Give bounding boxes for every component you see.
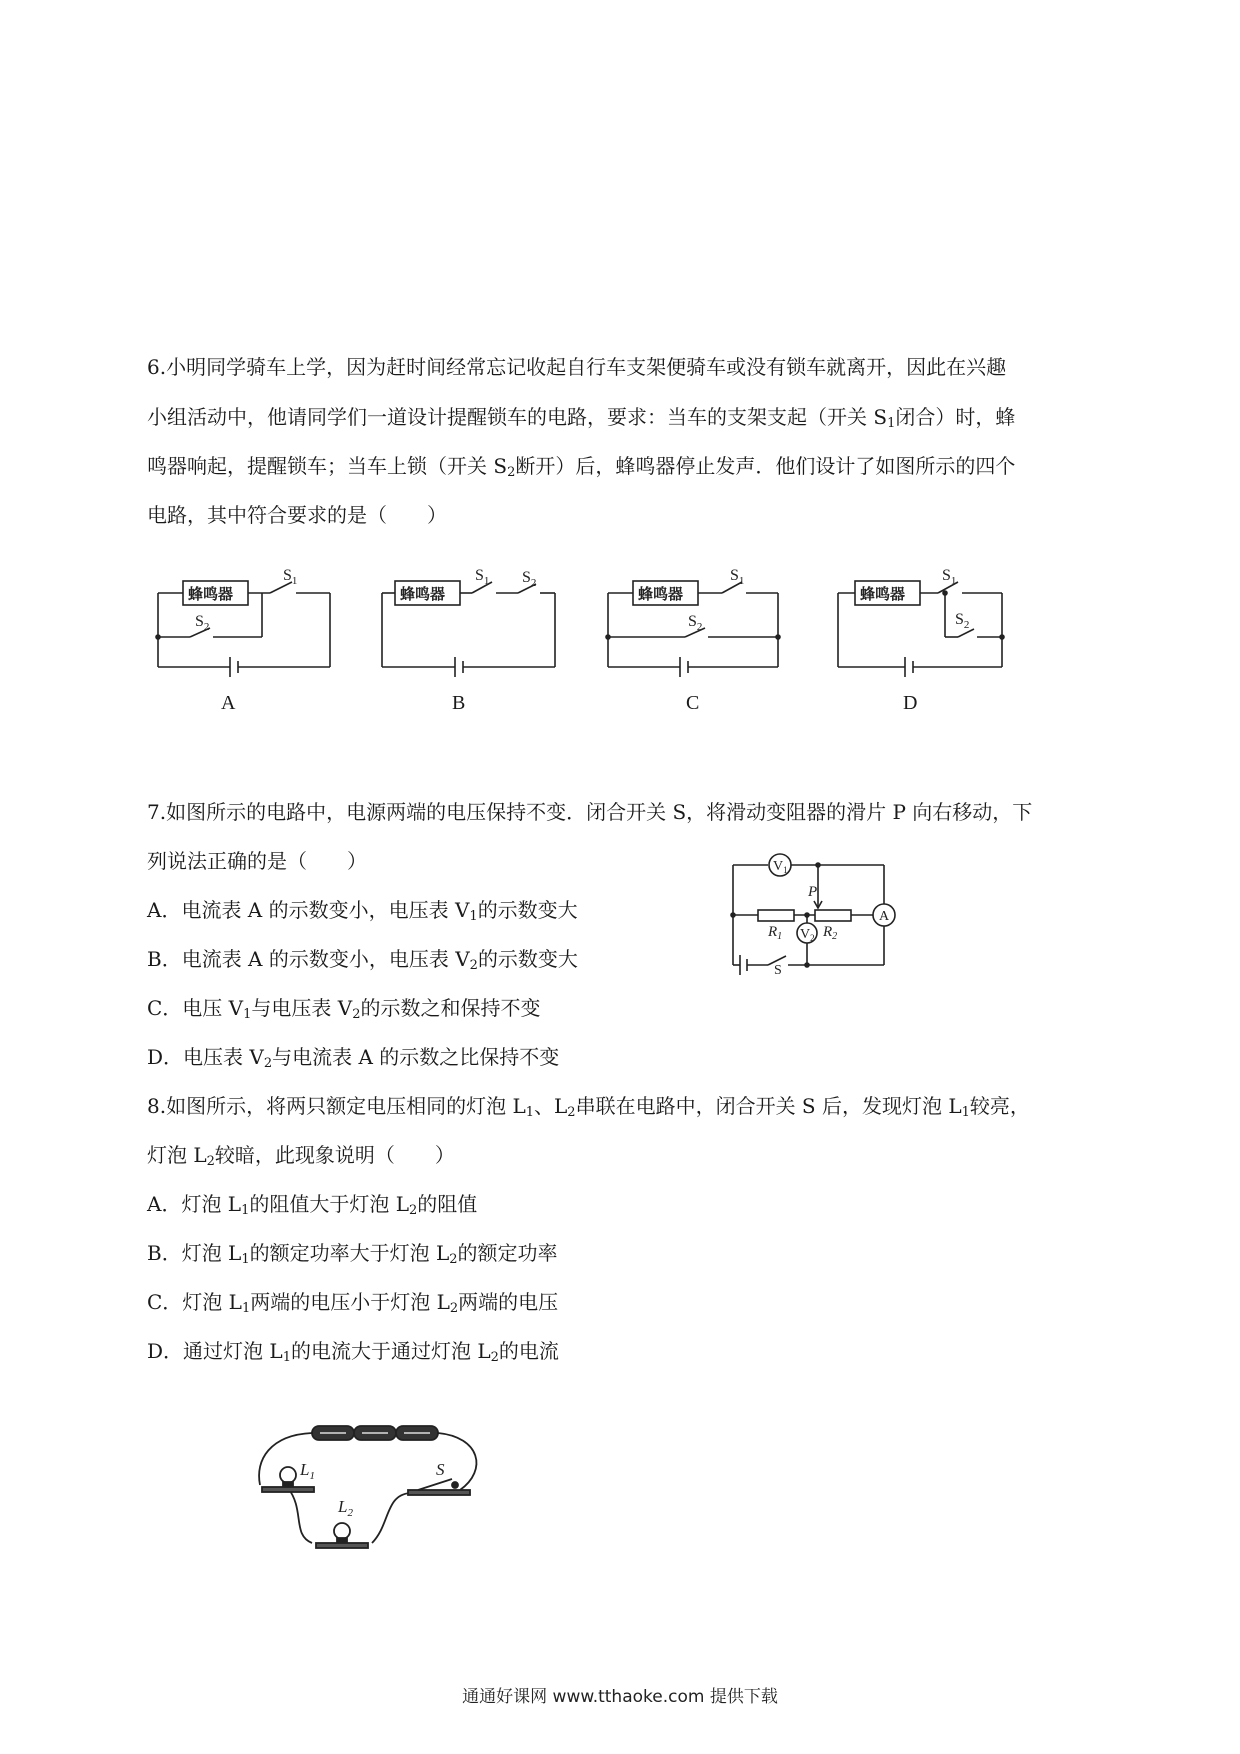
q7-option-c: C．电压 $V_1$与电压表 $V_2$的示数之和保持不变 — [147, 996, 541, 1022]
q6-circuit-a — [156, 567, 330, 677]
q6-line-2: 小组活动中，他请同学们一道设计提醒锁车的电路，要求：当车的支架支起（开关 $S_1$闭合）时，蜂 — [147, 405, 1016, 431]
svg-text:S1: $S_1$ — [283, 567, 298, 587]
buzzer-label: 蜂鸣器 — [188, 585, 234, 603]
svg-text:S1: $S_1$ — [730, 567, 745, 587]
q6-line-1: 6.小明同学骑车上学，因为赶时间经常忘记收起自行车支架便骑车或没有锁车就离开，因此在兴趣 — [147, 355, 1007, 379]
footer-text: 通通好课网 www.tthaoke.com 提供下载 — [462, 1687, 778, 1707]
q8-circuit-diagram — [250, 1415, 510, 1565]
svg-text:A: A — [879, 909, 890, 924]
svg-text:V2: $V_2$ — [800, 927, 815, 943]
svg-text:S1: $S_1$ — [475, 567, 490, 587]
q6-circuit-c — [606, 567, 780, 677]
q6-label-c: C — [686, 692, 700, 714]
svg-text:S2: $S_2$ — [522, 569, 537, 589]
q6-line-4: 电路，其中符合要求的是（ ） — [147, 503, 447, 527]
q6-label-a: A — [221, 692, 236, 714]
svg-text:S1: $S_1$ — [942, 567, 957, 587]
svg-text:L2: $L_2$ — [338, 1497, 353, 1519]
svg-text:R1: $R_1$ — [768, 924, 783, 942]
buzzer-label: 蜂鸣器 — [400, 585, 446, 603]
q6-circuit-diagrams — [0, 560, 1240, 720]
q6-circuit-b — [382, 567, 555, 677]
q8-line-2: 灯泡 $L_2$较暗，此现象说明（ ） — [147, 1143, 455, 1169]
svg-text:L1: $L_1$ — [300, 1460, 315, 1482]
q6-line-3: 鸣器响起，提醒锁车；当车上锁（开关 $S_2$断开）后，蜂鸣器停止发声．他们设计了如图所示的四个 — [147, 454, 1016, 480]
svg-text:P: P — [808, 884, 818, 900]
buzzer-label: 蜂鸣器 — [860, 585, 906, 603]
svg-text:V1: $V_1$ — [773, 859, 788, 875]
q8-option-c: C．灯泡 $L_1$两端的电压小于灯泡 $L_2$两端的电压 — [147, 1290, 559, 1316]
svg-text:S: S — [436, 1460, 445, 1479]
q8-option-a: A．灯泡 $L_1$的阻值大于灯泡 $L_2$的阻值 — [147, 1192, 478, 1218]
q7-option-a: A．电流表 A 的示数变小，电压表 $V_1$的示数变大 — [147, 898, 578, 924]
q7-circuit-diagram — [720, 838, 920, 978]
svg-text:S2: $S_2$ — [955, 611, 970, 631]
q7-line-1: 7.如图所示的电路中，电源两端的电压保持不变．闭合开关 S，将滑动变阻器的滑片 P 向右移动，下 — [147, 800, 1033, 824]
svg-text:R2: $R_2$ — [823, 924, 838, 942]
q6-label-d: D — [903, 692, 918, 714]
q8-line-1: 8.如图所示，将两只额定电压相同的灯泡 $L_1$、$L_2$串联在电路中，闭合开关 S 后，发现灯泡 $L_1$较亮， — [147, 1094, 1030, 1120]
q7-option-b: B．电流表 A 的示数变小，电压表 $V_2$的示数变大 — [147, 947, 578, 973]
q6-label-b: B — [452, 692, 466, 714]
q7-line-2: 列说法正确的是（ ） — [147, 849, 367, 873]
svg-text:S2: $S_2$ — [195, 613, 210, 633]
q7-option-d: D．电压表 $V_2$与电流表 A 的示数之比保持不变 — [147, 1045, 560, 1071]
svg-text:S: S — [774, 963, 782, 978]
buzzer-label: 蜂鸣器 — [638, 585, 684, 603]
q6-circuit-d — [838, 567, 1004, 677]
q8-option-b: B．灯泡 $L_1$的额定功率大于灯泡 $L_2$的额定功率 — [147, 1241, 558, 1267]
q8-option-d: D．通过灯泡 $L_1$的电流大于通过灯泡 $L_2$的电流 — [147, 1339, 559, 1365]
svg-text:S2: $S_2$ — [688, 613, 703, 633]
